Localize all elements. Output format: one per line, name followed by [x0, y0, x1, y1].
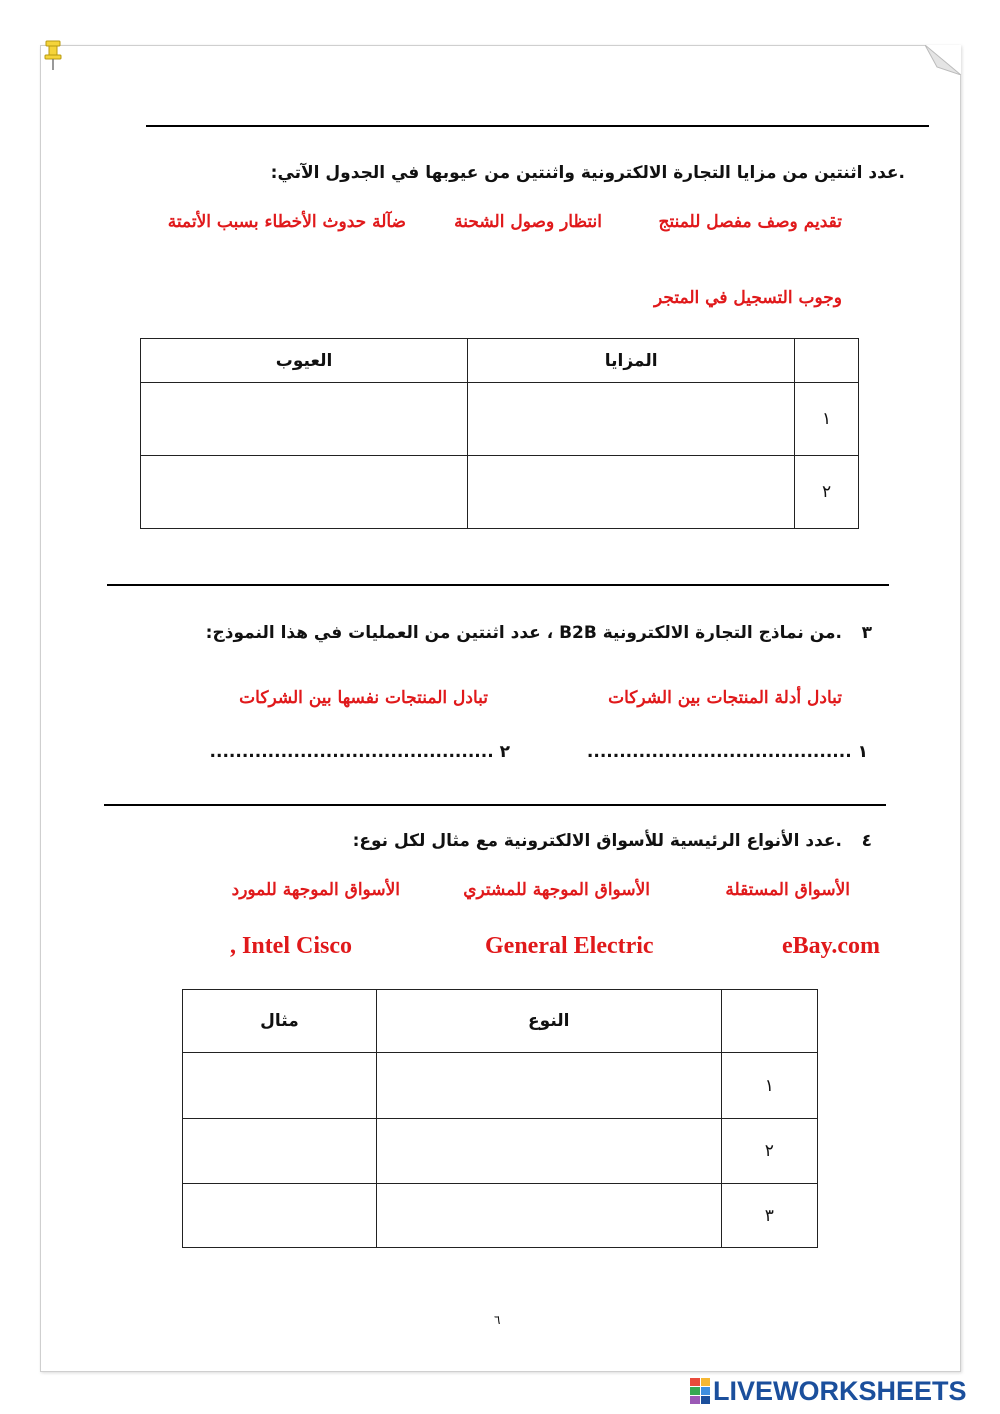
- row-number: ٣: [721, 1184, 817, 1248]
- q4-question: .عدد الأنواع الرئيسية للأسواق الالكترونية مع مثال لكل نوع:: [352, 831, 842, 851]
- q3-answer-2: تبادل المنتجات نفسها بين الشركات: [239, 688, 488, 708]
- example-cell[interactable]: [183, 1119, 377, 1184]
- q2-question: .عدد اثنتين من مزايا التجارة الالكترونية واثنتين من عيوبها في الجدول الآتي:: [270, 163, 905, 183]
- row-number: ٢: [721, 1119, 817, 1184]
- q2-header-advantages: المزايا: [468, 339, 795, 383]
- q4-number: ٤: [861, 831, 872, 851]
- q3-blank-2[interactable]: ٢ ............................................: [209, 742, 510, 762]
- table-row: [183, 1053, 818, 1119]
- q3-number: ٣: [861, 623, 872, 643]
- q3-question: .من نماذج التجارة الالكترونية B2B ، عدد اثنتين من العمليات في هذا النموذج:: [205, 623, 842, 643]
- q4-header-index: [721, 990, 817, 1053]
- q4-example-2: General Electric: [485, 933, 654, 959]
- section-divider: [146, 125, 929, 127]
- table-row: [141, 456, 859, 529]
- q2-answer-4: وجوب التسجيل في المتجر: [654, 288, 842, 308]
- q3-answer-1: تبادل أدلة المنتجات بين الشركات: [608, 688, 842, 708]
- row-number: ١: [721, 1053, 817, 1119]
- row-number: ١: [795, 383, 859, 456]
- page-fold-corner: [925, 45, 961, 75]
- advantage-cell[interactable]: [468, 383, 795, 456]
- q4-answer-2: الأسواق الموجهة للمشتري: [463, 880, 650, 900]
- q2-answer-3: ضآلة حدوث الأخطاء بسبب الأتمتة: [167, 212, 406, 232]
- q2-table: [140, 338, 859, 529]
- q2-answer-1: تقديم وصف مفصل للمنتج: [658, 212, 842, 232]
- logo-icon: [690, 1378, 710, 1404]
- advantage-cell[interactable]: [468, 456, 795, 529]
- q4-header-example: مثال: [183, 990, 377, 1053]
- type-cell[interactable]: [376, 1053, 721, 1119]
- page-number: ٦: [494, 1313, 501, 1327]
- q4-answer-3: الأسواق الموجهة للمورد: [231, 880, 400, 900]
- type-cell[interactable]: [376, 1184, 721, 1248]
- disadvantage-cell[interactable]: [141, 383, 468, 456]
- example-cell[interactable]: [183, 1053, 377, 1119]
- table-row: [183, 1119, 818, 1184]
- q2-answer-2: انتظار وصول الشحنة: [454, 212, 602, 232]
- row-number: ٢: [795, 456, 859, 529]
- q4-example-1: eBay.com: [782, 933, 880, 959]
- q4-header-type: النوع: [376, 990, 721, 1053]
- q4-example-3: , Intel Cisco: [230, 933, 352, 959]
- section-divider: [104, 804, 886, 806]
- liveworksheets-logo[interactable]: [690, 1376, 967, 1406]
- table-row: [141, 383, 859, 456]
- table-row: [183, 1184, 818, 1248]
- type-cell[interactable]: [376, 1119, 721, 1184]
- q2-header-disadvantages: العيوب: [141, 339, 468, 383]
- disadvantage-cell[interactable]: [141, 456, 468, 529]
- section-divider: [107, 584, 889, 586]
- q3-blank-1[interactable]: ١ .........................................: [586, 742, 868, 762]
- q2-header-index: [795, 339, 859, 383]
- example-cell[interactable]: [183, 1184, 377, 1248]
- pushpin-icon: [43, 39, 63, 71]
- logo-text: LIVEWORKSHEETS: [713, 1375, 967, 1406]
- q4-table: [182, 989, 818, 1248]
- q4-answer-1: الأسواق المستقلة: [725, 880, 850, 900]
